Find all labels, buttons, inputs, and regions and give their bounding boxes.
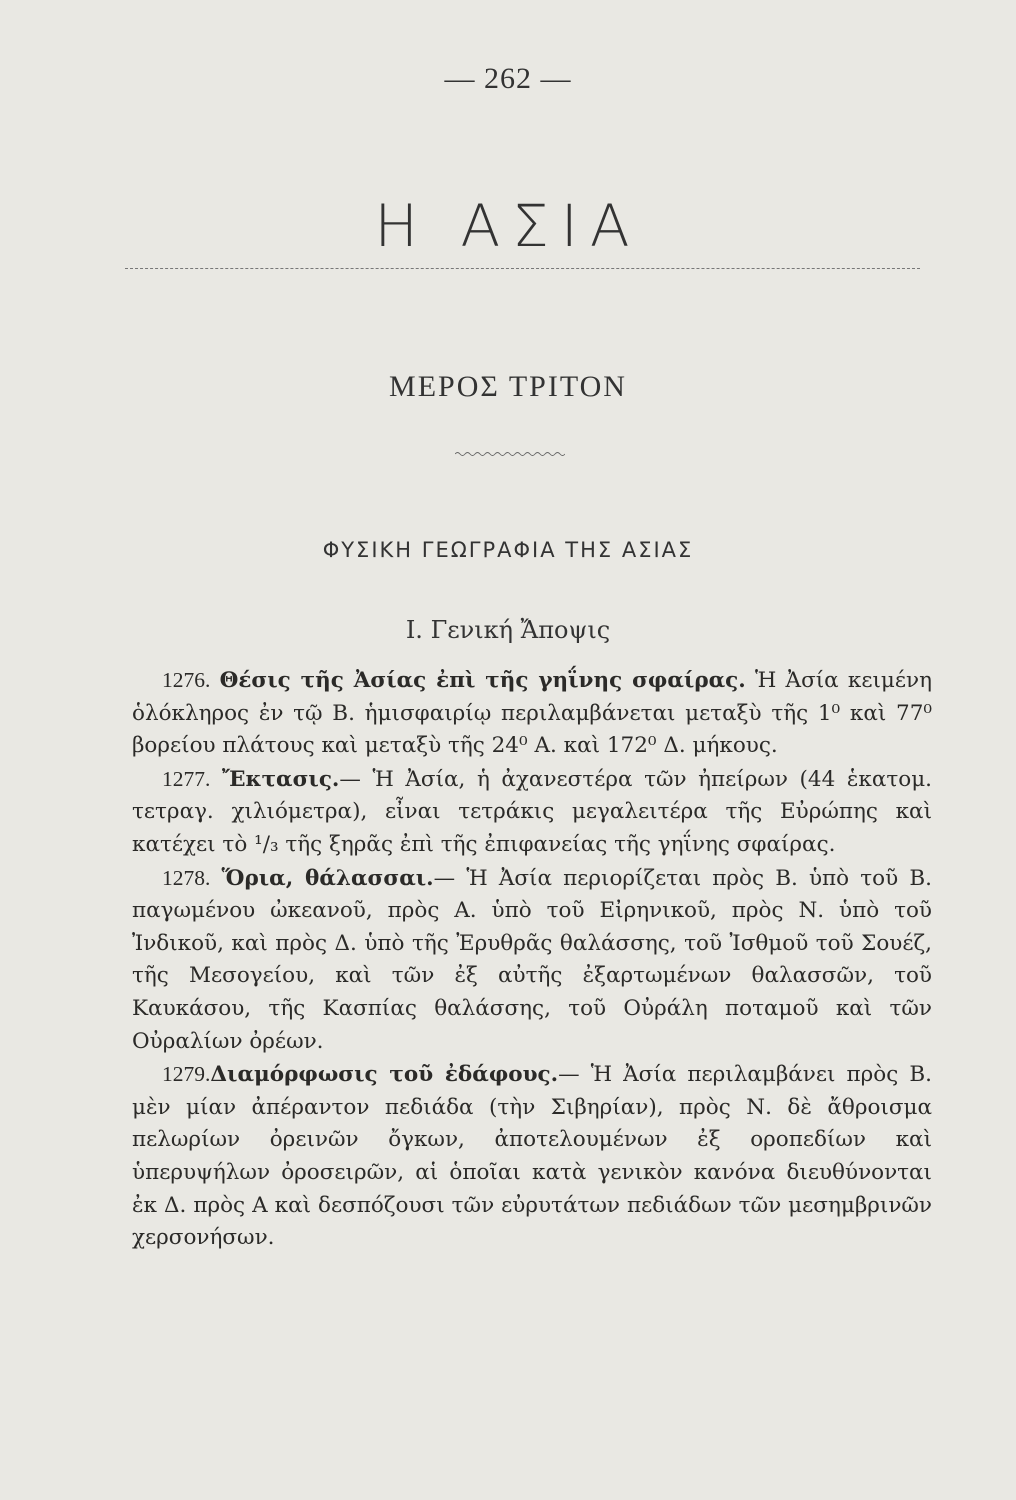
paragraph-1279 [132,1058,932,1255]
section-title: ΦΥΣΙΚΗ ΓΕΩΓΡΑΦΙΑ ΤΗΣ ΑΣΙΑΣ [322,538,694,562]
paragraph-text: — Ἡ Ἀσία περιορίζεται πρὸς Β. ὑπὸ τοῦ Β. παγωμένου ὠκεανοῦ, πρὸς Α. ὑπὸ τοῦ Εἰρηνικοῦ, πρὸς Ν. ὑπὸ τοῦ Ἰνδικοῦ, καὶ πρὸς Δ. ὑπὸ τῆς Ἐρυθρᾶς θαλάσσης, τοῦ Ἰσθμοῦ τοῦ Σουέζ, τῆς Μεσογείου, καὶ τῶν ἐξ αὐτῆς ἐξαρτωμένων θαλασσῶν, τοῦ Καυκάσου, τῆς Κασπίας θαλάσσης, τοῦ Οὐράλη ποταμοῦ καὶ τῶν Οὐραλίων ὀρέων. [132,865,932,1054]
paragraph-number: 1279. [162,1062,211,1087]
page-number: — 262 — [444,62,572,95]
wavy-ornament-divider [455,450,565,458]
paragraph-number: 1277. [162,766,211,791]
paragraph-heading: Ὅρια, θάλασσαι. [221,865,434,891]
paragraph-heading: Διαμόρφωσις τοῦ ἐδάφους. [210,1062,559,1088]
paragraph-number: 1278. [162,865,211,890]
paragraph-text: Ἡ Ἀσία κειμένη ὁλόκληρος ἐν τῷ Β. ἡμισφαιρίῳ περιλαμβάνεται μεταξὺ τῆς 1⁰ καὶ 77⁰ βορείου πλάτους καὶ μεταξὺ τῆς 24⁰ Α. καὶ 172⁰ Δ. μήκους. [132,668,932,759]
title-divider [125,268,920,269]
paragraph-heading: Ἔκτασις. [221,766,340,792]
body-text [132,664,932,1255]
page-title: Η ΑΣΙΑ [374,192,642,260]
paragraph-text: — Ἡ Ἀσία περιλαμβάνει πρὸς Β. μὲν μίαν ἀπέραντον πεδιάδα (τὴν Σιβηρίαν), πρὸς Ν. δὲ ἄθροισμα πελωρίων ὀρεινῶν ὄγκων, ἀποτελουμένων ἐξ οροπεδίων καὶ ὑπερυψήλων ὀροσειρῶν, αἱ ὁποῖαι κατὰ γενικὸν κανόνα διευθύνονται ἐκ Δ. πρὸς Α καὶ δεσπόζουσι τῶν εὐρυτάτων πεδιάδων τῶν μεσημβρινῶν χερσονήσων. [132,1062,932,1251]
part-title: ΜΕΡΟΣ ΤΡΙΤΟΝ [389,370,627,403]
paragraph-text: — Ἡ Ἀσία, ἡ ἀχανεστέρα τῶν ἠπείρων (44 ἑκατομ. τετραγ. χιλιόμετρα), εἶναι τετράκις μεγαλειτέρα τῆς Εὐρώπης καὶ κατέχει τὸ ¹/₃ τῆς ξηρᾶς ἐπὶ τῆς ἐπιφανείας τῆς γηΐνης σφαίρας. [132,766,932,857]
subsection-title: Ι. Γενική Ἄποψις [405,616,611,644]
paragraph-1278 [132,862,932,1059]
paragraph-number: 1276. [162,668,211,692]
paragraph-1276 [132,664,932,763]
paragraph-1277 [132,763,932,862]
paragraph-heading: Θέσις τῆς Ἀσίας ἐπὶ τῆς γηΐνης σφαίρας. [219,668,746,693]
